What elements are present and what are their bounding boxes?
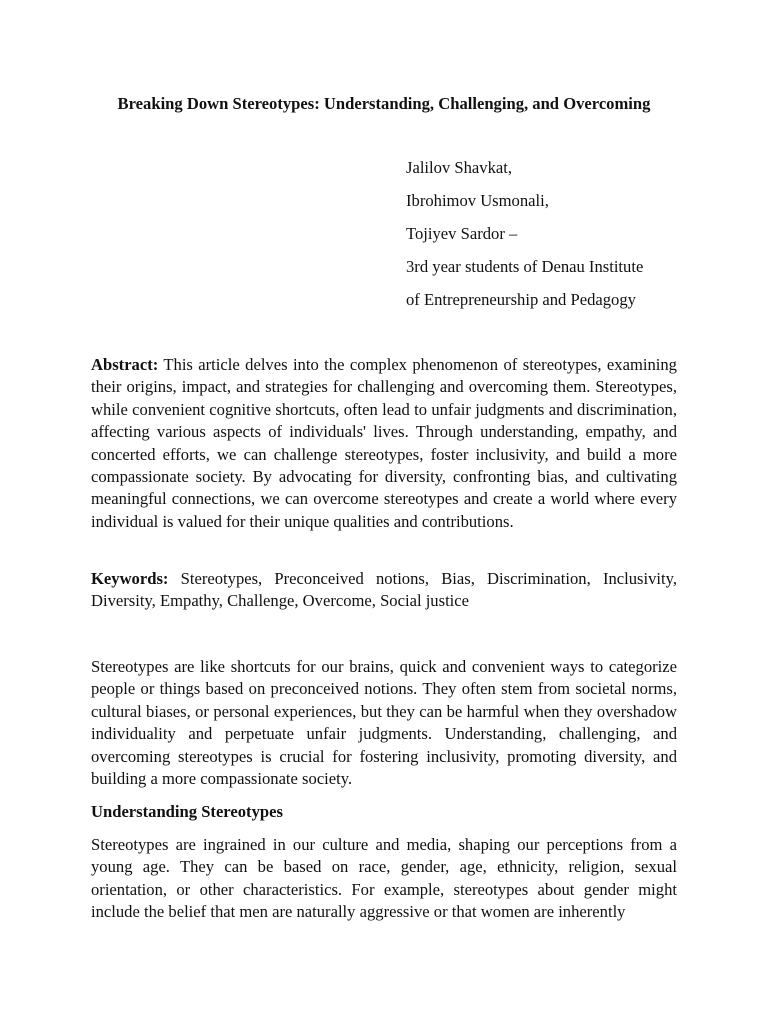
author-list xyxy=(406,157,736,322)
keywords-paragraph xyxy=(91,568,677,613)
section-heading: Understanding Stereotypes xyxy=(91,802,283,821)
author-line: Jalilov Shavkat, xyxy=(406,158,513,177)
intro-paragraph: Stereotypes are like shortcuts for our brains, quick and convenient ways to categorize people or things based on preconceived notions. They often stem from societal norms, cultural biases, or personal experiences, but they can be harmful when they overshadow individuality and perpetuate unfair judgments. Understanding, challenging, and overcoming stereotypes is crucial for fostering inclusivity, promoting diversity, and building a more compassionate society. xyxy=(91,657,677,789)
section-paragraph: Stereotypes are ingrained in our culture and media, shaping our perceptions from a young age. They can be based on race, gender, age, ethnicity, religion, sexual orientation, or other characteristics. For example, stereotypes about gender might include the belief that men are naturally aggressive or that women are inherently xyxy=(91,835,677,922)
keywords-label: Keywords: xyxy=(91,569,169,588)
author-line: Tojiyev Sardor – xyxy=(406,224,518,243)
abstract-paragraph xyxy=(91,354,677,533)
abstract-label: Abstract: xyxy=(91,355,159,374)
affiliation-line: 3rd year students of Denau Institute xyxy=(406,257,644,276)
keywords-text: Stereotypes, Preconceived notions, Bias, Discrimination, Inclusivity, Diversity, Empathy, Challenge, Overcome, Social justice xyxy=(91,569,677,611)
paper-title: Breaking Down Stereotypes: Understanding, Challenging, and Overcoming xyxy=(117,94,651,113)
affiliation-line: of Entrepreneurship and Pedagogy xyxy=(406,290,636,309)
author-line: Ibrohimov Usmonali, xyxy=(406,191,549,210)
abstract-text: This article delves into the complex phenomenon of stereotypes, examining their origins, impact, and strategies for challenging and overcoming them. Stereotypes, while convenient cognitive shortcuts, often lead to unfair judgments and discrimination, affecting various aspects of individuals' lives. Through understanding, empathy, and concerted efforts, we can challenge stereotypes, foster inclusivity, and build a more compassionate society. By advocating for diversity, confronting bias, and cultivating meaningful connections, we can overcome stereotypes and create a world where every individual is valued for their unique qualities and contributions. xyxy=(91,355,677,531)
